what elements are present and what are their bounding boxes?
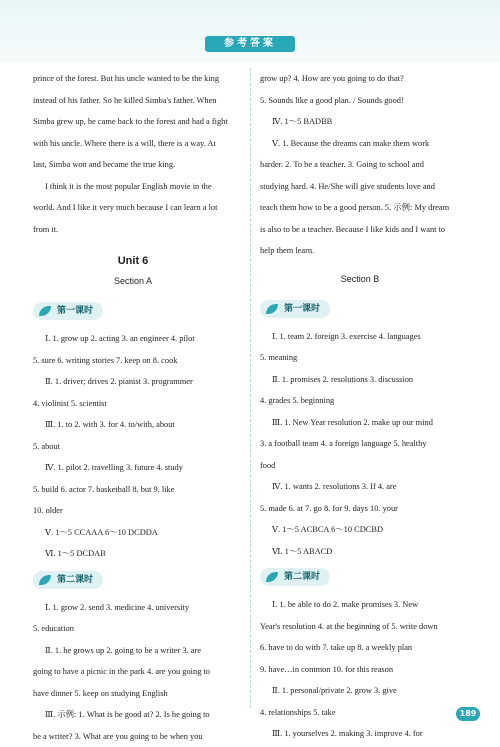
lesson-label: 第一课时 [57, 306, 93, 316]
answer-line: 5. made 6. at 7. go 8. for 9. days 10. your [260, 498, 460, 520]
section-title: Section A [33, 272, 233, 290]
answer-line: 4. violinist 5. scientist [33, 393, 233, 415]
answer-line: Year's resolution 4. at the beginning of 5. write down [260, 616, 460, 638]
text-line: last, Simba won and became the true king. [33, 154, 233, 176]
lesson-label: 第二课时 [284, 572, 320, 582]
answer-line: 5. build 6. actor 7. basketball 8. but 9. like [33, 479, 233, 501]
unit-title: Unit 6 [33, 252, 233, 270]
answer-line: Ⅲ. 1. to 2. with 3. for 4. to/with, about [33, 414, 233, 436]
answer-line: Ⅴ. 1～5 ACBCA 6～10 CDCBD [260, 519, 460, 541]
lesson-header [260, 300, 330, 318]
left-column [33, 68, 233, 747]
answer-line: 6. have to do with 7. take up 8. a weekly plan [260, 637, 460, 659]
answer-line: 5. Sounds like a good plan. / Sounds good! [260, 90, 460, 112]
answer-line: Ⅱ. 1. personal/private 2. grow 3. give [260, 680, 460, 702]
text-line: from it. [33, 219, 233, 241]
answer-line: 3. a football team 4. a foreign language 5. healthy [260, 433, 460, 455]
answer-line: teach them how to be a good person. 5. 示例: My dream [260, 197, 460, 219]
answer-line: 4. relationships 5. take [260, 702, 460, 724]
leaf-icon [39, 306, 51, 316]
leaf-icon [266, 572, 278, 582]
text-line: instead of his father. So he killed Simba's father. When [33, 90, 233, 112]
text-line: Simba grew up, he came back to the forest and had a fight [33, 111, 233, 133]
header-banner [0, 0, 500, 62]
answer-line: Ⅴ. 1～5 CCAAA 6～10 DCDDA [33, 522, 233, 544]
answer-line: Ⅳ. 1～5 BADBB [260, 111, 460, 133]
text-line: prince of the forest. But his uncle wanted to be the king [33, 68, 233, 90]
answer-line: Ⅵ. 1～5 DCDAB [33, 543, 233, 565]
lesson-label: 第一课时 [284, 304, 320, 314]
section-title: Section B [260, 270, 460, 288]
answer-line: going to have a picnic in the park 4. are you going to [33, 661, 233, 683]
answer-line: food [260, 455, 460, 477]
answer-line: grow up? 4. How are you going to do that? [260, 68, 460, 90]
answer-line: help them learn. [260, 240, 460, 262]
answer-line: is also to be a teacher. Because I like kids and I want to [260, 219, 460, 241]
answer-line: 9. have…in common 10. for this reason [260, 659, 460, 681]
answer-line: 5. meaning [260, 347, 460, 369]
lesson-label: 第二课时 [57, 575, 93, 585]
answer-line: Ⅱ. 1. driver; drives 2. pianist 3. programmer [33, 371, 233, 393]
answer-line: Ⅳ. 1. wants 2. resolutions 3. If 4. are [260, 476, 460, 498]
answer-line: Ⅵ. 1～5 ABACD [260, 541, 460, 563]
answer-line: Ⅱ. 1. promises 2. resolutions 3. discussion [260, 369, 460, 391]
answer-line: studying hard. 4. He/She will give students love and [260, 176, 460, 198]
answer-line: Ⅳ. 1. pilot 2. travelling 3. future 4. study [33, 457, 233, 479]
answer-line: Ⅱ. 1. he grows up 2. going to be a writer 3. are [33, 640, 233, 662]
leaf-icon [266, 304, 278, 314]
answer-line: have dinner 5. keep on studying English [33, 683, 233, 705]
answer-line: harder. 2. To be a teacher. 3. Going to school and [260, 154, 460, 176]
answer-line: Ⅲ. 示例: 1. What is he good at? 2. Is he going to [33, 704, 233, 726]
answer-line: Ⅰ. 1. be able to do 2. make promises 3. New [260, 594, 460, 616]
leaf-icon [39, 575, 51, 585]
answer-line: 4. grades 5. beginning [260, 390, 460, 412]
answer-line: Ⅲ. 1. New Year resolution 2. make up our mind [260, 412, 460, 434]
answer-line: Ⅰ. 1. team 2. foreign 3. exercise 4. languages [260, 326, 460, 348]
answer-line: Ⅴ. 1. Because the dreams can make them work [260, 133, 460, 155]
page-title: 参考答案 [205, 36, 295, 52]
column-divider [250, 68, 251, 708]
answer-line: 10. older [33, 500, 233, 522]
text-line: world. And I like it very much because I can learn a lot [33, 197, 233, 219]
answer-line: Ⅰ. 1. grow 2. send 3. medicine 4. university [33, 597, 233, 619]
page-number: 189 [456, 707, 480, 721]
answer-line: Ⅲ. 1. yourselves 2. making 3. improve 4. for [260, 723, 460, 745]
right-column [260, 68, 460, 745]
text-line: with his uncle. Where there is a will, there is a way. At [33, 133, 233, 155]
lesson-header [33, 302, 103, 320]
answer-line: 5. about [33, 436, 233, 458]
lesson-header [260, 568, 330, 586]
answer-line: Ⅰ. 1. grow up 2. acting 3. an engineer 4. pilot [33, 328, 233, 350]
answer-line: 5. sure 6. writing stories 7. keep on 8. cook [33, 350, 233, 372]
lesson-header [33, 571, 103, 589]
answer-line: be a writer? 3. What are you going to be when you [33, 726, 233, 747]
text-line: I think it is the most popular English movie in the [33, 176, 233, 198]
answer-line: 5. education [33, 618, 233, 640]
